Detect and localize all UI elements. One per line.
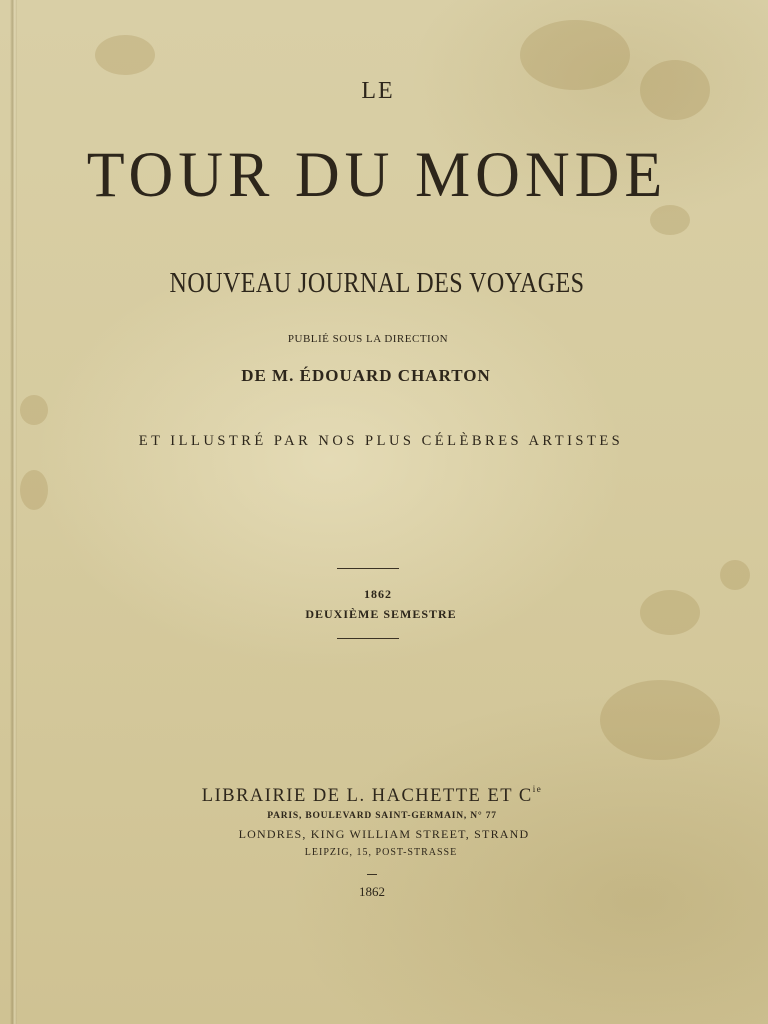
publisher-leipzig-address: LEIPZIG, 15, POST-STRASSE xyxy=(304,847,458,858)
edition-semester: DEUXIÈME SEMESTRE xyxy=(305,607,457,621)
published-under-text: PUBLIÉ SOUS LA DIRECTION xyxy=(287,333,449,345)
page-title: TOUR DU MONDE xyxy=(86,139,668,211)
publisher-name-superscript: ie xyxy=(532,784,543,794)
foxing-stain xyxy=(720,560,750,590)
director-name: DE M. ÉDOUARD CHARTON xyxy=(241,366,491,385)
foxing-stain xyxy=(95,35,155,75)
edition-year: 1862 xyxy=(364,587,392,601)
top-rule xyxy=(337,568,399,569)
bottom-rule xyxy=(337,638,399,639)
publisher-name-text: LIBRAIRIE DE L. HACHETTE ET C xyxy=(201,786,533,806)
publication-year: 1862 xyxy=(359,884,385,899)
foxing-stain xyxy=(600,680,720,760)
publisher-london-address: LONDRES, KING WILLIAM STREET, STRAND xyxy=(238,827,530,841)
publisher-name xyxy=(0,786,756,807)
title-article: LE xyxy=(361,78,395,104)
foxing-stain xyxy=(20,470,48,510)
page-subtitle: NOUVEAU JOURNAL DES VOYAGES xyxy=(169,268,585,299)
publisher-paris-address: PARIS, BOULEVARD SAINT-GERMAIN, N° 77 xyxy=(267,811,497,821)
foxing-stain xyxy=(20,395,48,425)
separator-dash xyxy=(367,874,377,875)
illustrated-by-text: ET ILLUSTRÉ PAR NOS PLUS CÉLÈBRES ARTISTES xyxy=(138,433,624,449)
